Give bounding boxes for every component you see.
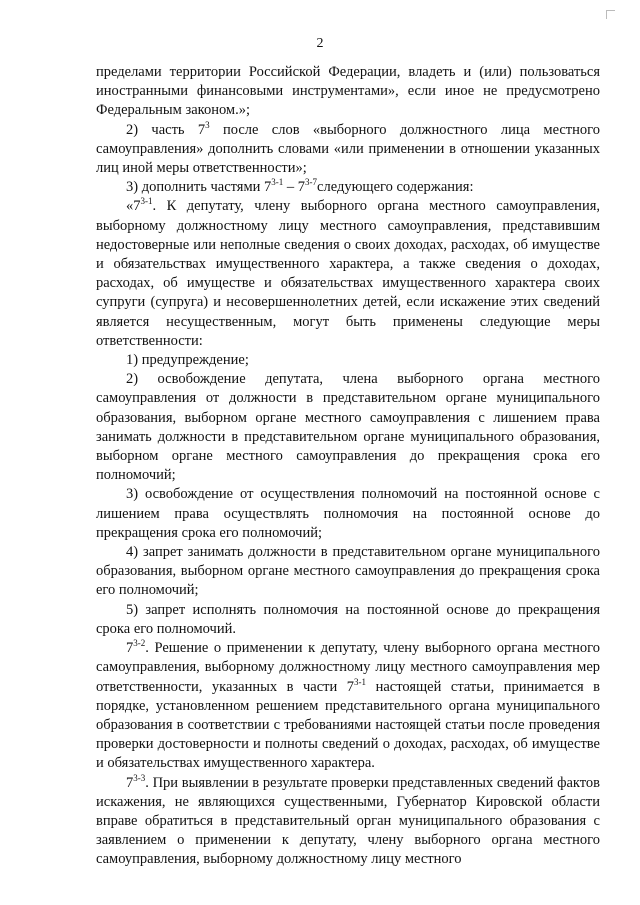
list-item-1: 1) предупреждение; (126, 352, 249, 369)
paragraph-part-7-3-3: 7$^{3-3}$. При выявлении в результате проверки представленных сведений фактов искажения, не являющихся существенными, Губернатор Кировской области вправе обратиться в представительный орган муниципального образования с заявлением о применении к депутату, члену выборного органа местного самоуправления, выборному должностному лицу местного (96, 772, 600, 868)
paragraph-amendment-2: 2) часть $7^3$ после слов «выборного должностного лица местного самоуправления» дополнить словами «или применении в отношении указанных лиц иной меры ответственности»; (96, 119, 600, 177)
list-item-2: 2) освобождение депутата, члена выборного органа местного самоуправления от должности в представительном органе муниципального образования, выборном органе местного самоуправления с лишением права занимать должности в представительном органе муниципального образования, выборном органе местного самоуправления до прекращения срока его полномочий; (96, 371, 600, 484)
list-item-5: 5) запрет исполнять полномочия на постоянной основе до прекращения срока его полномочий. (96, 601, 600, 637)
paragraph-amendment-3: 3) дополнить частями 7$^{3-1}$ – 7$^{3-7}$следующего содержания: (126, 177, 474, 196)
paragraph-part-7-3-2: 7$^{3-2}$. Решение о применении к депутату, члену выборного органа местного самоуправления, выборному должностному лицу местного самоуправления мер ответственности, указанных в части 7$^{3-1}$ настоящей статьи, принимается в порядке, установленном решением представительного органа муниципального образования в соответствии с требованиями настоящей статьи после проведения проверки достоверности и полноты сведений о доходах, расходах, об имуществе и обязательствах имущественного характера. (96, 638, 600, 772)
document-body (96, 63, 600, 870)
paragraph-part-7-3-1: «7$^{3-1}$. К депутату, члену выборного органа местного самоуправления, выборному должностному лицу местного самоуправления, представившим недостоверные или неполные сведения о своих доходах, расходах, об имуществе и обязательствах имущественного характера, а также сведения о доходах, расходах, об имуществе и обязательствах имущественного характера своих супруги (супруга) и несовершеннолетних детей, если искажение этих сведений является несущественным, могут быть применены следующие меры ответственности: (96, 196, 600, 349)
scan-corner-mark (606, 10, 615, 19)
page-number: 2 (316, 36, 324, 51)
paragraph-continuation: пределами территории Российской Федерации, владеть и (или) пользоваться иностранными финансовыми инструментами», если иное не предусмотрено Федеральным законом.»; (96, 64, 600, 119)
list-item-3: 3) освобождение от осуществления полномочий на постоянной основе с лишением права осуществлять полномочия на постоянной основе до прекращения срока его полномочий; (96, 486, 600, 541)
list-item-4: 4) запрет занимать должности в представительном органе муниципального образования, выборном органе местного самоуправления до прекращения срока его полномочий; (96, 544, 600, 599)
